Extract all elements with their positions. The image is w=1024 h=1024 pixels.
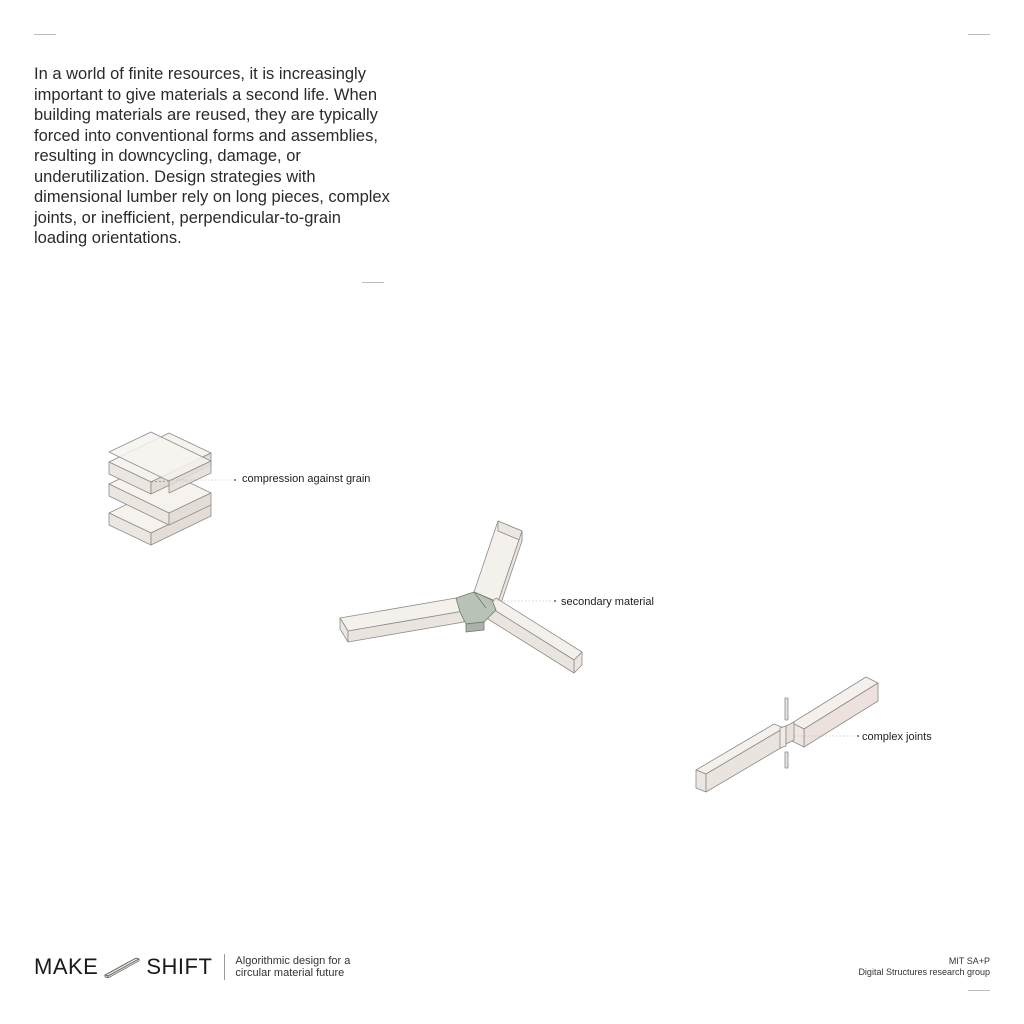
logo-lumber-icon bbox=[104, 956, 140, 978]
credits bbox=[858, 956, 990, 978]
credit-institution: MIT SA+P bbox=[948, 956, 990, 966]
label-compression: compression against grain bbox=[242, 473, 371, 485]
footer-logo bbox=[34, 952, 350, 982]
credit-group: Digital Structures research group bbox=[858, 967, 990, 977]
logo-divider bbox=[224, 954, 225, 980]
label-secondary-material: secondary material bbox=[561, 596, 654, 608]
cross-stack-illustration bbox=[109, 432, 211, 545]
logo-shift: SHIFT bbox=[146, 954, 213, 979]
tagline-line-1: Algorithmic design for a bbox=[235, 955, 351, 967]
three-way-node-illustration bbox=[340, 521, 582, 673]
logo-make: MAKE bbox=[34, 954, 99, 979]
label-complex-joints: complex joints bbox=[862, 731, 932, 743]
intro-paragraph: In a world of finite resources, it is increasingly important to give materials a second life. When building materials are reused, they are typically forced into conventional forms and assemblies, resulting in downcycling, damage, or underutilization. Design strategies with dimensional lumber rely on long pieces, complex joints, or inefficient, perpendicular-to-grain loading orientations. bbox=[34, 65, 390, 247]
tagline-line-2: circular material future bbox=[235, 967, 345, 979]
complex-joint-illustration bbox=[696, 677, 878, 792]
tagline bbox=[235, 955, 350, 979]
